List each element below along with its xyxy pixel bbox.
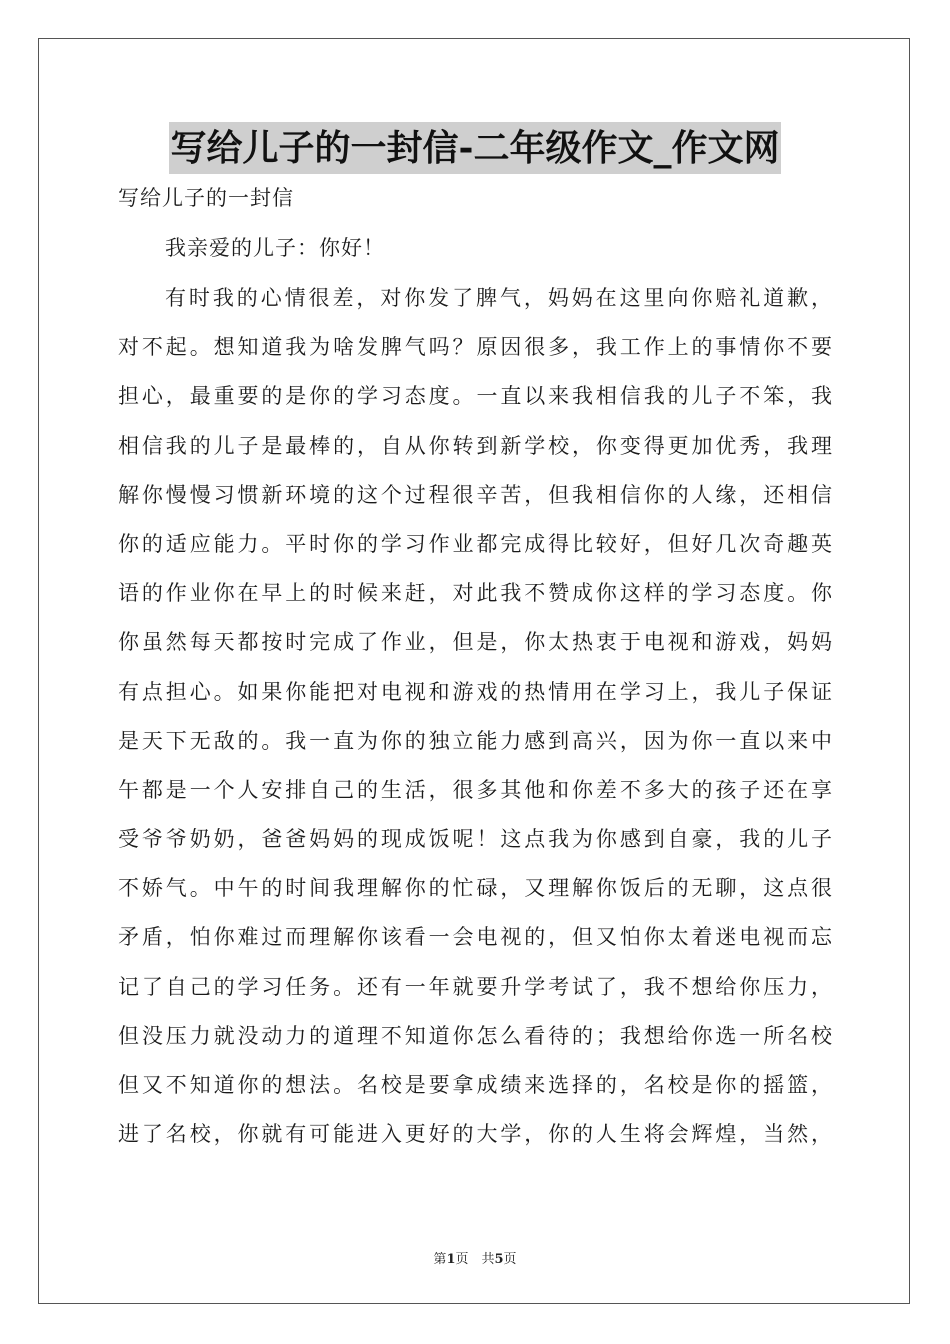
body-line: 午都是一个人安排自己的生活，很多其他和你差不多大的孩子还在享 [118, 777, 832, 802]
footer-suffix: 页 [503, 1252, 517, 1267]
body-line: 对不起。想知道我为啥发脾气吗？原因很多，我工作上的事情你不要 [118, 335, 832, 360]
letter-greeting: 我亲爱的儿子：你好！ [165, 236, 385, 260]
body-line: 解你慢慢习惯新环境的这个过程很辛苦，但我相信你的人缘，还相信 [118, 482, 832, 507]
body-line: 担心，最重要的是你的学习态度。一直以来我相信我的儿子不笨，我 [118, 384, 832, 409]
title-container [0, 122, 950, 174]
body-line: 进了名校，你就有可能进入更好的大学，你的人生将会辉煌，当然， [118, 1122, 832, 1147]
body-line: 矛盾，怕你难过而理解你该看一会电视的，但又怕你太着迷电视而忘 [118, 925, 832, 950]
footer-mid: 页 共 [455, 1252, 495, 1267]
body-line: 记了自己的学习任务。还有一年就要升学考试了，我不想给你压力， [118, 974, 832, 999]
body-line: 相信我的儿子是最棒的，自从你转到新学校，你变得更加优秀，我理 [118, 433, 832, 458]
body-line: 有时我的心情很差，对你发了脾气，妈妈在这里向你赔礼道歉， [165, 286, 832, 310]
body-line: 语的作业你在早上的时候来赶，对此我不赞成你这样的学习态度。你 [118, 581, 832, 606]
body-line: 但没压力就没动力的道理不知道你怎么看待的；我想给你选一所名校 [118, 1023, 832, 1048]
footer-total-pages: 5 [494, 1252, 504, 1267]
body-line: 是天下无敌的。我一直为你的独立能力感到高兴，因为你一直以来中 [118, 728, 832, 753]
body-line: 你的适应能力。平时你的学习作业都完成得比较好，但好几次奇趣英 [118, 531, 832, 556]
body-line: 不娇气。中午的时间我理解你的忙碌，又理解你饭后的无聊，这点很 [118, 876, 832, 901]
document-subtitle: 写给儿子的一封信 [118, 186, 294, 210]
footer-prefix: 第 [433, 1252, 447, 1267]
footer-current-page: 1 [446, 1252, 456, 1267]
letter-body [118, 280, 832, 1165]
body-line: 你虽然每天都按时完成了作业，但是，你太热衷于电视和游戏，妈妈 [118, 630, 832, 655]
body-line: 受爷爷奶奶，爸爸妈妈的现成饭呢！这点我为你感到自豪，我的儿子 [118, 827, 832, 852]
body-line: 但又不知道你的想法。名校是要拿成绩来选择的，名校是你的摇篮， [118, 1073, 832, 1097]
page-footer [0, 1248, 950, 1267]
body-line: 有点担心。如果你能把对电视和游戏的热情用在学习上，我儿子保证 [118, 679, 832, 704]
document-title: 写给儿子的一封信-二年级作文_作文网 [169, 122, 782, 174]
